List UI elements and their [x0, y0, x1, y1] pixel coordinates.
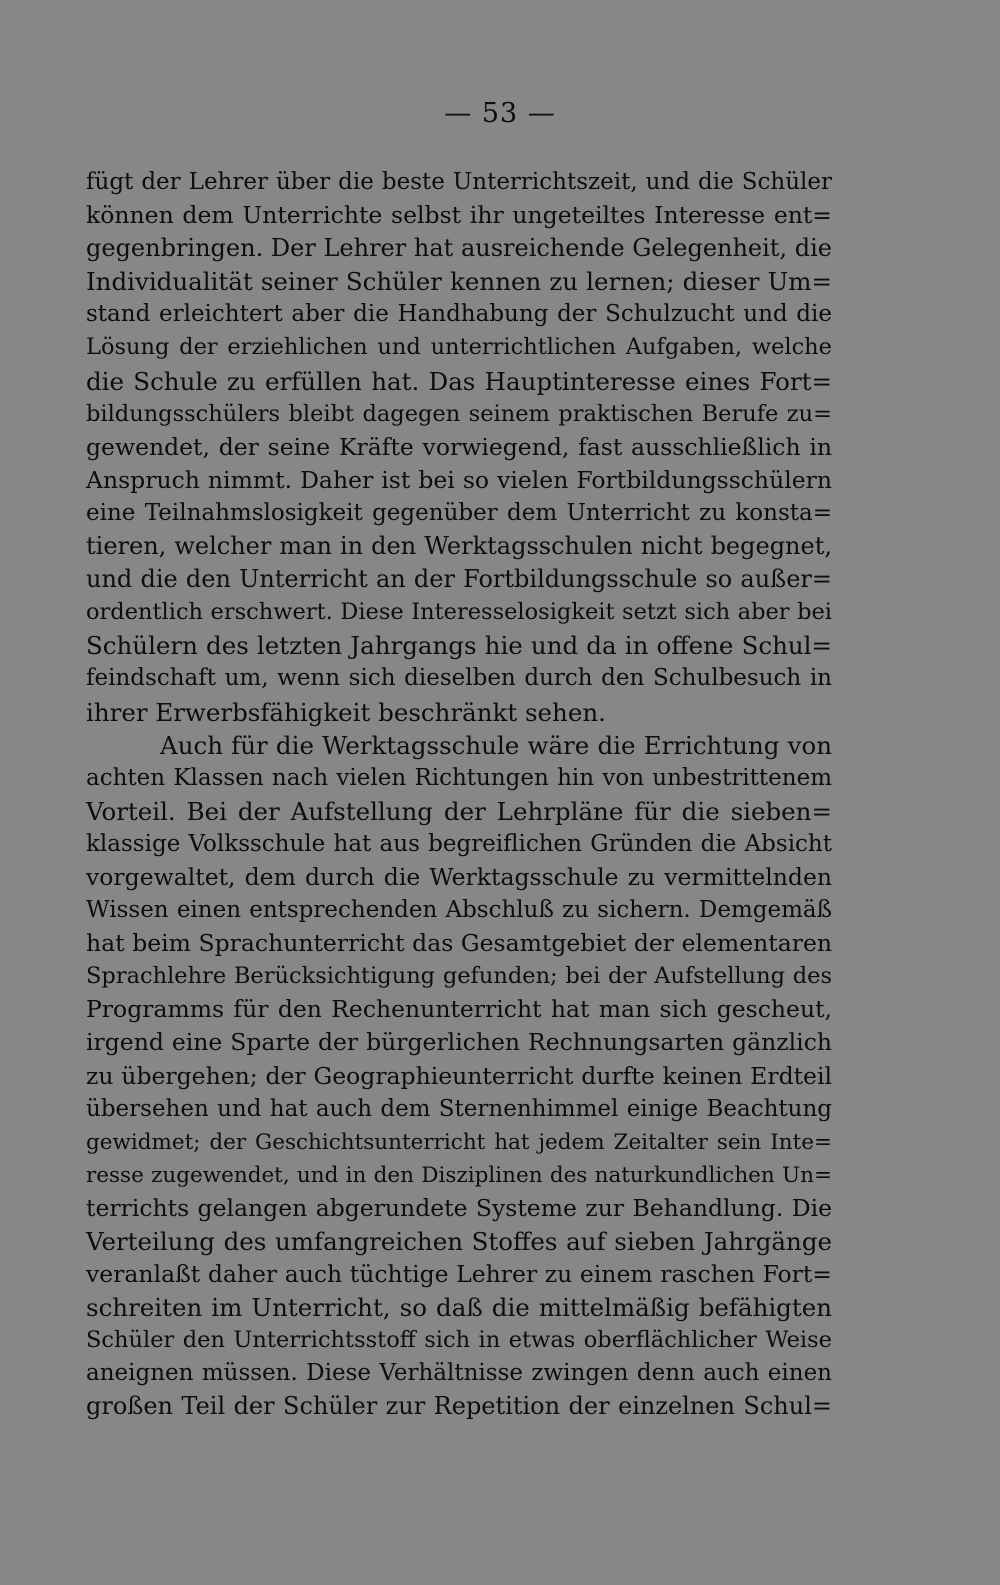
- text-line: achten Klassen nach vielen Richtungen hin von unbestrittenem: [86, 764, 832, 791]
- text-line: gewidmet; der Geschichtsunterricht hat jedem Zeitalter sein Inte=: [86, 1129, 832, 1155]
- text-line: können dem Unterrichte selbst ihr ungeteiltes Interesse ent=: [86, 201, 832, 230]
- text-line: gegenbringen. Der Lehrer hat ausreichende Gelegenheit, die: [86, 234, 832, 263]
- text-line: eine Teilnahmslosigkeit gegenüber dem Unterricht zu konsta=: [86, 499, 832, 526]
- text-line: ordentlich erschwert. Diese Interesselosigkeit setzt sich aber bei: [86, 599, 832, 626]
- text-line: feindschaft um, wenn sich dieselben durch den Schulbesuch in: [86, 665, 832, 692]
- text-line: Schülern des letzten Jahrgangs hie und da in offene Schul=: [86, 631, 832, 661]
- page-number: — 53 —: [444, 98, 556, 129]
- text-line: terrichts gelangen abgerundete Systeme zur Behandlung. Die: [86, 1193, 832, 1222]
- text-line: resse zugewendet, und in den Disziplinen des naturkundlichen Un=: [86, 1162, 832, 1188]
- text-line: hat beim Sprachunterricht das Gesamtgebiet der elementaren: [86, 929, 832, 958]
- paragraph: [86, 166, 832, 729]
- text-line: übersehen und hat auch dem Sternenhimmel einige Beachtung: [86, 1095, 832, 1122]
- text-line: Lösung der erziehlichen und unterrichtlichen Aufgaben, welche: [86, 334, 832, 361]
- text-line: schreiten im Unterricht, so daß die mittelmäßig befähigten: [86, 1293, 832, 1323]
- text-line: Anspruch nimmt. Daher ist bei so vielen Fortbildungsschülern: [86, 465, 832, 494]
- text-line: zu übergehen; der Geographieunterricht durfte keinen Erdteil: [86, 1061, 832, 1090]
- text-line: die Schule zu erfüllen hat. Das Hauptinteresse eines Fort=: [86, 366, 832, 396]
- text-line: und die den Unterricht an der Fortbildungsschule so außer=: [86, 565, 832, 594]
- text-line: veranlaßt daher auch tüchtige Lehrer zu einem raschen Fort=: [86, 1260, 832, 1289]
- text-line: klassige Volksschule hat aus begreiflichen Gründen die Absicht: [86, 830, 832, 857]
- text-line: ihrer Erwerbsfähigkeit beschränkt sehen.: [86, 697, 606, 727]
- text-line: vorgewaltet, dem durch die Werktagsschule zu vermittelnden: [86, 862, 832, 891]
- body-text: [86, 166, 832, 1424]
- text-line: Auch für die Werktagsschule wäre die Errichtung von: [160, 730, 832, 760]
- text-line: irgend eine Sparte der bürgerlichen Rechnungsarten gänzlich: [86, 1028, 832, 1057]
- text-line: fügt der Lehrer über die beste Unterrichtszeit, und die Schüler: [86, 169, 832, 195]
- text-line: Verteilung des umfangreichen Stoffes auf sieben Jahrgänge: [86, 1227, 832, 1256]
- text-line: Vorteil. Bei der Aufstellung der Lehrpläne für die sieben=: [86, 796, 832, 826]
- paragraph: [86, 729, 832, 1424]
- text-line: Programms für den Rechenunterricht hat man sich gescheut,: [86, 995, 832, 1024]
- text-line: Sprachlehre Berücksichtigung gefunden; bei der Aufstellung des: [86, 963, 832, 990]
- text-line: tieren, welcher man in den Werktagsschulen nicht begegnet,: [86, 532, 832, 561]
- text-line: gewendet, der seine Kräfte vorwiegend, fast ausschließlich in: [86, 432, 832, 461]
- text-line: stand erleichtert aber die Handhabung der Schulzucht und die: [86, 301, 832, 328]
- text-line: Wissen einen entsprechenden Abschluß zu sichern. Demgemäß: [86, 897, 832, 924]
- text-line: Schüler den Unterrichtsstoff sich in etwas oberflächlicher Weise: [86, 1327, 832, 1354]
- text-line: bildungsschülers bleibt dagegen seinem praktischen Berufe zu=: [86, 400, 832, 427]
- text-line: großen Teil der Schüler zur Repetition der einzelnen Schul=: [86, 1392, 832, 1421]
- text-line: aneignen müssen. Diese Verhältnisse zwingen denn auch einen: [86, 1360, 832, 1387]
- text-line: Individualität seiner Schüler kennen zu lernen; dieser Um=: [86, 267, 832, 297]
